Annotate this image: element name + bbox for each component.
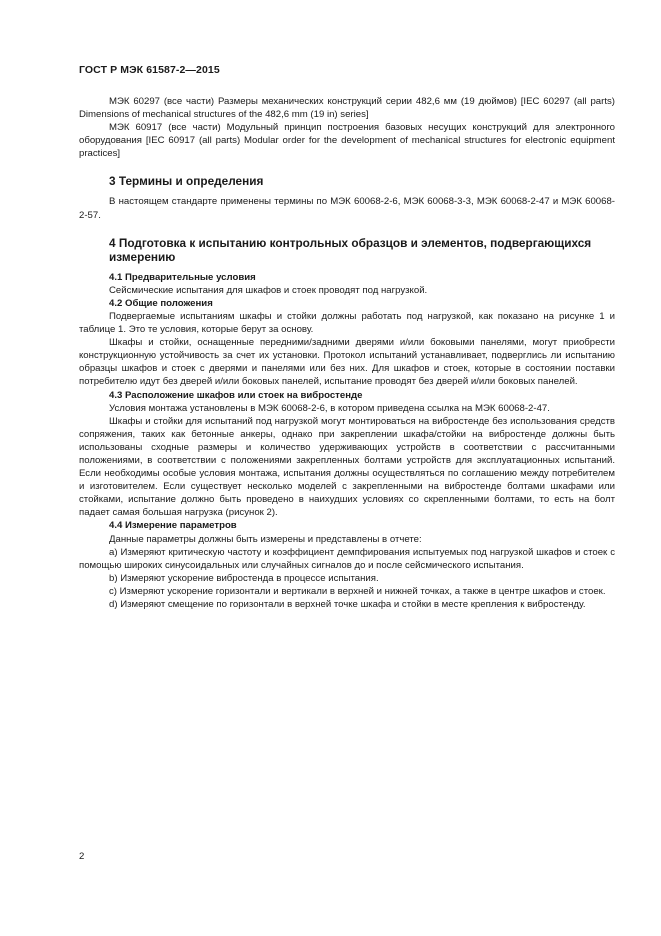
section-4-1-heading: 4.1 Предварительные условия xyxy=(109,271,256,283)
reference-iec-60917: МЭК 60917 (все части) Модульный принцип построения базовых несущих конструкций для электронного оборудования [IEC 60917 (all parts) Modular order for the development of mechanical structures for electronic equipment practices] xyxy=(79,122,615,160)
section-3-heading: 3 Термины и определения xyxy=(109,174,264,189)
reference-iec-60297: МЭК 60297 (все части) Размеры механических конструкций серии 482,6 мм (19 дюймов) [IEC 60297 (all parts) Dimensions of mechanical structures of the 482,6 mm (19 in) series] xyxy=(79,96,615,121)
list-item-d: d) Измеряют смещение по горизонтали в верхней точке шкафа и стойки в месте крепления к вибростенду. xyxy=(109,599,586,610)
section-4-heading: 4 Подготовка к испытанию контрольных образцов и элементов, подвергающихся измерению xyxy=(109,235,592,264)
list-item-b: b) Измеряют ускорение вибростенда в процессе испытания. xyxy=(109,572,379,584)
section-4-3-paragraph-1: Условия монтажа установлены в МЭК 60068-2-6, в котором приведена ссылка на МЭК 60068-2-47. xyxy=(109,402,550,414)
section-4-4-heading: 4.4 Измерение параметров xyxy=(109,520,237,532)
section-4-2-paragraph-1: Подвергаемые испытаниям шкафы и стойки должны работать под нагрузкой, как показано на рисунке 1 и таблице 1. Это те условия, которые берут за основу. xyxy=(79,310,615,336)
list-item-c: с) Измеряют ускорение горизонтали и вертикали в верхней и нижней точках, а также в центре шкафов и стоек. xyxy=(109,585,606,597)
document-header: ГОСТ Р МЭК 61587-2—2015 xyxy=(79,64,220,76)
section-4-1-text: Сейсмические испытания для шкафов и стоек проводят под нагрузкой. xyxy=(109,284,428,296)
page-number: 2 xyxy=(79,851,85,862)
section-4-2-paragraph-2: Шкафы и стойки, оснащенные передними/задними дверями и/или боковыми панелями, могут приобрести конструкционную устойчивость за счет их установки. Протокол испытаний устанавливает, подверглись ли испытанию образцы шкафов и стоек с дверями и панелями или без них. Для шкафов и стоек, которые в состоянии поставки потребителю идут без дверей и/или боковых панелей, испытание проводят без дверей и/или боковых панелей. xyxy=(79,337,615,388)
section-4-2-heading: 4.2 Общие положения xyxy=(109,297,213,309)
section-4-3-paragraph-2: Шкафы и стойки для испытаний под нагрузкой могут монтироваться на вибростенде без использования средств сопряжения, таких как бетонные анкеры, однако при закреплении шкафа/стойки на вибростенде должны быть использованы сходные размеры и количество удерживающих устройств в соответствии с рассчитанными положениями, в соответствии с положениями закрепленных болтами устройств для эксплуатационных испытаний. Если необходимы особые условия монтажа, испытания должны осуществляться по соглашению между потребителем и изготовителем. Если существует несколько моделей с закрепленными на вибростенде болтами шкафами или стойками, испытание должно быть проведено в наихудших условиях со скрепленными болтами, то есть на болт падает самая большая нагрузка (рисунок 2). xyxy=(79,415,615,519)
document-body xyxy=(79,95,615,611)
list-item-a: а) Измеряют критическую частоту и коэффициент демпфирования испытуемых под нагрузкой шкафов и стоек с помощью широких синусоидальных или случайных сигналов до и после сейсмического испытания. xyxy=(79,546,615,571)
section-3-text: В настоящем стандарте применены термины по МЭК 60068-2-6, МЭК 60068-3-3, МЭК 60068-2-47 и МЭК 60068-2-57. xyxy=(79,196,615,221)
section-4-4-intro: Данные параметры должны быть измерены и представлены в отчете: xyxy=(109,533,422,545)
section-4-3-heading: 4.3 Расположение шкафов или стоек на вибростенде xyxy=(109,389,363,401)
